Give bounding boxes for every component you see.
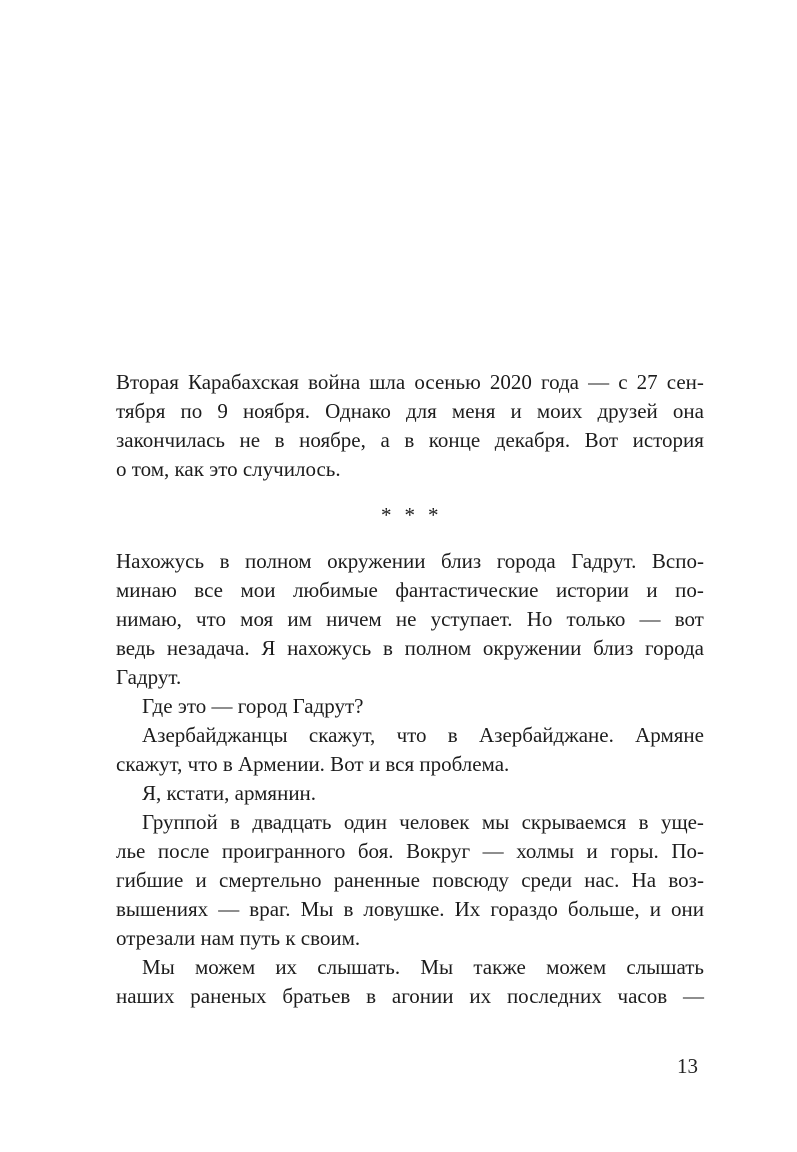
text-line: вышениях — враг. Мы в ловушке. Их гораздо больше, и они: [116, 897, 704, 921]
text-line: гибшие и смертельно раненные повсюду среди нас. На воз-: [116, 868, 704, 892]
paragraph: [116, 808, 704, 953]
text-line: Мы можем их слышать. Мы также можем слышать: [142, 955, 704, 979]
section-separator: * * *: [381, 503, 439, 527]
text-line: о том, как это случилось.: [116, 457, 341, 481]
text-line: Группой в двадцать один человек мы скрываемся в уще-: [142, 810, 704, 834]
text-line: нимаю, что моя им ничем не уступает. Но только — вот: [116, 607, 704, 631]
page-footer: [116, 1052, 704, 1081]
text-line: Гадрут.: [116, 665, 182, 689]
text-line: ведь незадача. Я нахожусь в полном окружении близ города: [116, 636, 704, 660]
text-line: Где это — город Гадрут?: [142, 694, 364, 718]
text-block: [116, 368, 704, 1011]
paragraph: [116, 953, 704, 1011]
paragraph: [116, 368, 704, 484]
text-line: наших раненых братьев в агонии их последних часов —: [116, 984, 704, 1008]
paragraph: [116, 547, 704, 692]
text-line: Я, кстати, армянин.: [142, 781, 317, 805]
text-line: закончилась не в ноябре, а в конце декабря. Вот история: [116, 428, 704, 452]
paragraph: [116, 779, 704, 808]
text-line: тября по 9 ноября. Однако для меня и моих друзей она: [116, 399, 704, 423]
page-number: 13: [677, 1054, 698, 1078]
paragraph: [116, 721, 704, 779]
text-line: Нахожусь в полном окружении близ города Гадрут. Вспо-: [116, 549, 704, 573]
text-line: минаю все мои любимые фантастические истории и по-: [116, 578, 704, 602]
text-line: Азербайджанцы скажут, что в Азербайджане. Армяне: [142, 723, 704, 747]
paragraph: [116, 692, 704, 721]
text-line: отрезали нам путь к своим.: [116, 926, 361, 950]
text-line: лье после проигранного боя. Вокруг — холмы и горы. По-: [116, 839, 704, 863]
text-line: Вторая Карабахская война шла осенью 2020 года — с 27 сен-: [116, 370, 704, 394]
text-line: скажут, что в Армении. Вот и вся проблема.: [116, 752, 510, 776]
